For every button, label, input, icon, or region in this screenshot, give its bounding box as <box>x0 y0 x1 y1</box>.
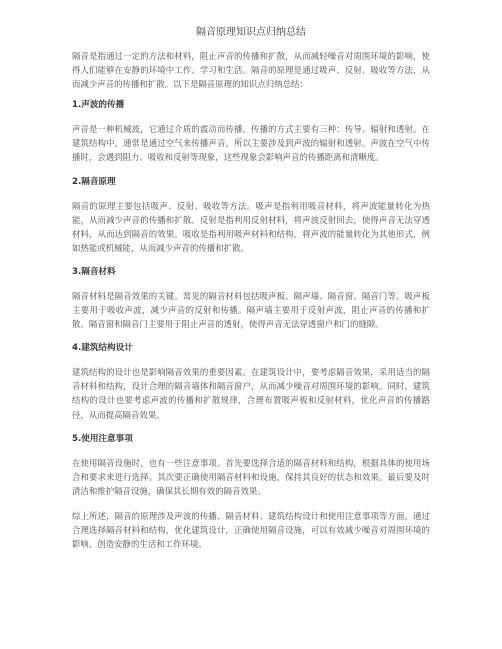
section-sound-wave-propagation <box>72 99 430 164</box>
section-body: 建筑结构的设计也是影响隔音效果的重要因素。在建筑设计中，要考虑隔音效果，采用适当的隔音材料和结构，设计合理的隔音墙体和隔音窗户，从而减少噪音对周围环境的影响。同时，建筑结构的设计也要考虑声波的传播和扩散规律，合理布置吸声板和反射材料，优化声音的传播路径，从而提高隔音效果。 <box>72 367 430 420</box>
section-heading: 4.建筑结构设计 <box>72 343 133 354</box>
section-heading: 2.隔音原理 <box>72 176 116 187</box>
section-heading: 5.使用注意事项 <box>72 433 133 444</box>
section-heading: 3.隔音材料 <box>72 266 116 277</box>
section-soundproofing-materials <box>72 266 430 331</box>
section-body: 隔音的原理主要包括吸声、反射、吸收等方法。吸声是指利用吸音材料，将声波能量转化为热能，从而减少声音的传播和扩散。反射是指利用反射材料，将声波反射回去，使得声音无法穿透材料，从而达到隔音的效果。吸收是指利用吸声材料和结构，将声波的能量转化为其他形式，例如热能或机械能，从而减少声音的传播和扩散。 <box>72 200 430 253</box>
conclusion-paragraph: 综上所述，隔音的原理涉及声波的传播、隔音材料、建筑结构设计和使用注意事项等方面。通过合理选择隔音材料和结构，优化建筑设计，正确使用隔音设施，可以有效减少噪音对周围环境的影响，创造安静的生活和工作环境。 <box>72 510 430 550</box>
section-heading: 1.声波的传播 <box>72 100 125 111</box>
document-title: 隔音原理知识点归纳总结 <box>196 27 306 38</box>
section-building-structure-design <box>72 342 430 421</box>
section-soundproofing-principle <box>72 176 430 255</box>
section-body: 隔音材料是隔音效果的关键。常见的隔音材料包括吸声板、隔声墙、隔音窗、隔音门等。吸声板主要用于吸收声波，减少声音的反射和传播。隔声墙主要用于反射声波，阻止声音的传播和扩散。隔音窗和隔音门主要用于阻止声音的透射，使得声音无法穿透窗户和门的缝隙。 <box>72 290 430 330</box>
section-usage-precautions <box>72 433 430 498</box>
section-body: 在使用隔音设施时，也有一些注意事项。首先要选择合适的隔音材料和结构，根据具体的使用场合和要求来进行选择。其次要正确使用隔音材料和设施，保持其良好的状态和效果。最后要及时清洁和维护隔音设施，确保其长期有效的隔音效果。 <box>72 457 430 496</box>
intro-paragraph: 隔音是指通过一定的方法和材料，阻止声音的传播和扩散，从而减轻噪音对周围环境的影响，使得人们能够在安静的环境中工作、学习和生活。隔音的原理是通过吸声、反射、吸收等方法，从而减少声音的传播和扩散。以下是隔音原理的知识点归纳总结： <box>72 51 430 90</box>
section-body: 声音是一种机械波，它通过介质的震动而传播。传播的方式主要有三种：传导、辐射和透射。在建筑结构中，通常是通过空气来传播声音，所以主要涉及到声波的辐射和透射。声波在空气中传播时，会遇到阻力、吸收和反射等现象，这些现象会影响声音的传播距离和清晰度。 <box>72 124 430 163</box>
